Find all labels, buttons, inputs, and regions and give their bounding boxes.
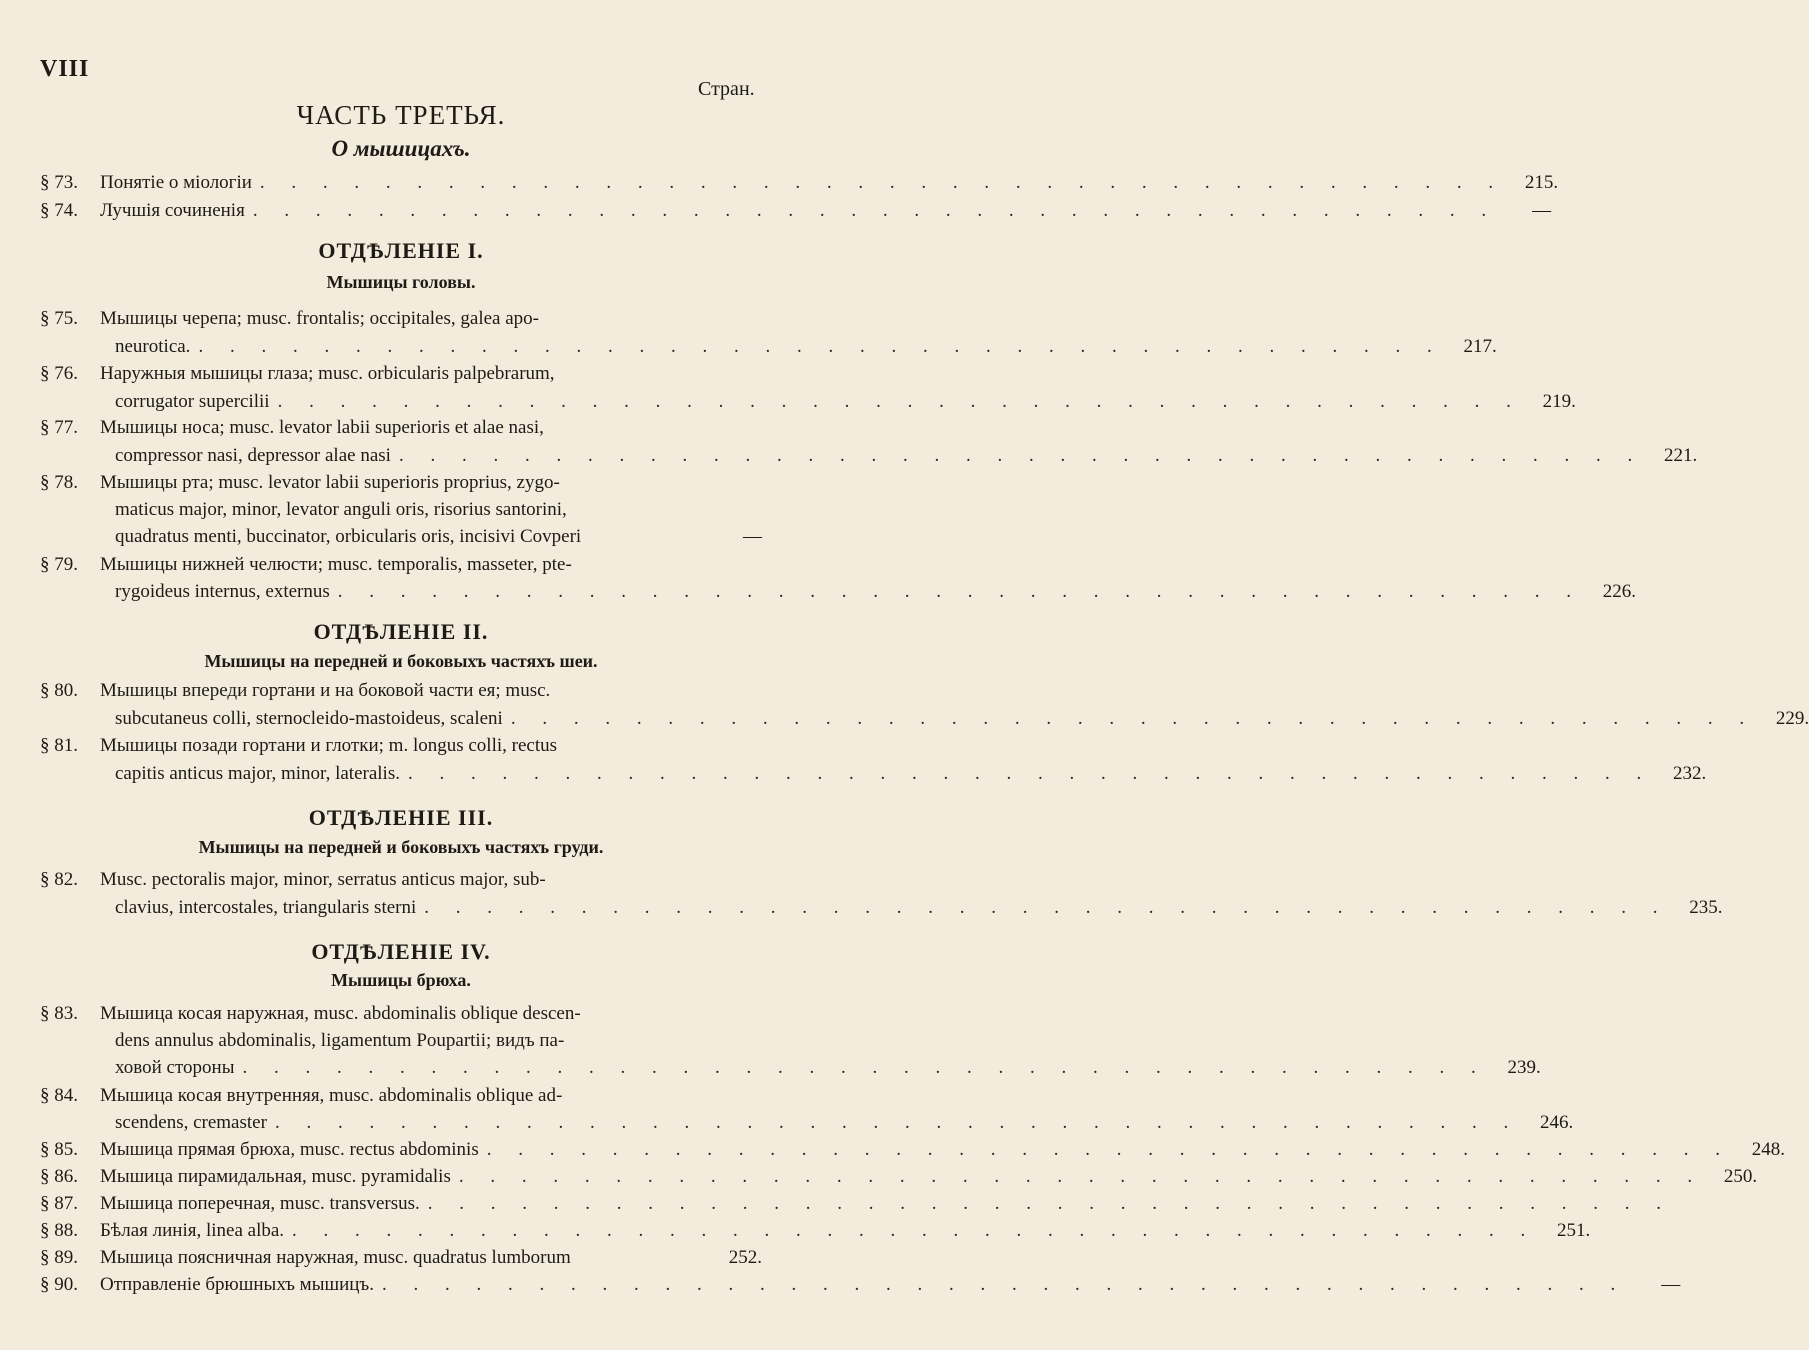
entry-number: § 90. [40,1274,78,1295]
toc-entry [40,1247,762,1275]
dot-leader: . . . . . . . . . . . . . . . . . . . . . . . . . . . . . . . . . . . . . . . . [510,708,1756,729]
entry-page: 226. [1602,581,1637,602]
dot-leader: . . . . . . . . . . . . . . . . . . . . . . . . . . . . . . . . . . . . . . . . [292,1220,1537,1241]
section-heading: ОТДѢЛЕНІЕ I. [318,238,484,263]
entry-number: § 89. [40,1247,78,1268]
dot-leader: . . . . . . . . . . . . . . . . . . . . . . . . . . . . . . . . . . . . . . . . [458,1166,1704,1187]
entry-title: rygoideus internus, externus [115,581,330,602]
entry-page: 248. [1751,1139,1785,1160]
toc-entry-continuation [115,1057,1541,1085]
page-column-header: Стран. [698,78,755,100]
entry-number: § 79. [40,554,78,575]
toc-entry [40,200,1552,228]
dot-leader: . . . . . . . . . . . . . . . . . . . . . . . . . . . . . . . . . . . . . . . . [382,1274,1627,1295]
toc-entry [40,308,762,336]
entry-number: § 76. [40,363,78,384]
toc-entry-continuation [115,763,1707,791]
entry-page: 221. [1663,445,1698,466]
entry-title: Мышица косая внутренняя, musc. abdominalis oblique ad- [100,1085,563,1106]
entry-number: § 74. [40,200,78,221]
toc-entry [40,554,762,582]
toc-entry [40,735,762,763]
part-subtitle: О мышицахъ. [331,136,471,161]
entry-title: corrugator supercilii [115,391,270,412]
entry-title: maticus major, minor, levator anguli oris, risorius santorini, [115,499,567,520]
entry-title: Отправленіе брюшныхъ мышицъ. [100,1274,374,1295]
entry-page: 232. [1672,763,1707,784]
toc-entry [40,472,762,500]
entry-page: 246. [1539,1112,1574,1133]
toc-entry [40,172,1559,200]
toc-entry-continuation [115,336,1497,364]
toc-entry-continuation [115,445,1698,473]
entry-number: § 77. [40,417,78,438]
toc-entry [40,1139,1785,1167]
entry-number: § 88. [40,1220,78,1241]
dot-leader: . . . . . . . . . . . . . . . . . . . . . . . . . . . . . . . . . . . . . . . . [407,763,1653,784]
entry-page: 215. [1524,172,1559,193]
entry-title: ховой стороны [115,1057,235,1078]
toc-entry-continuation [115,581,1637,609]
toc-entry [40,1274,1681,1302]
dot-leader: . . . . . . . . . . . . . . . . . . . . . . . . . . . . . . . . . . . . . . . . [198,336,1443,357]
dot-leader: . . . . . . . . . . . . . . . . . . . . . . . . . . . . . . . . . . . . . . . . [424,897,1669,918]
toc-entry [40,417,762,445]
entry-page: — [1532,200,1552,221]
toc-entry [40,869,762,897]
section-subheading: Мышицы на передней и боковыхъ частяхъ шеи. [204,651,598,671]
section-subheading: Мышицы на передней и боковыхъ частяхъ груди. [198,837,604,857]
entry-number: § 83. [40,1003,78,1024]
toc-entry [40,1085,762,1113]
toc-entry [40,1193,1673,1221]
entry-page: 250. [1723,1166,1758,1187]
entry-page: — [1661,1274,1681,1295]
entry-title: dens annulus abdominalis, ligamentum Poupartii; видъ па- [115,1030,565,1051]
entry-title: compressor nasi, depressor alae nasi [115,445,391,466]
toc-entry-continuation [115,1030,762,1058]
entry-page: 252. [728,1247,762,1268]
dot-leader: . . . . . . . . . . . . . . . . . . . . . . . . . . . . . . . . . . . . . . . . [486,1139,1731,1160]
toc-entry-continuation [115,897,1723,925]
entry-title: quadratus menti, buccinator, orbicularis oris, incisivi Covperi [115,526,582,547]
entry-number: § 81. [40,735,78,756]
entry-number: § 86. [40,1166,78,1187]
entry-number: § 75. [40,308,78,329]
part-title: ЧАСТЬ ТРЕТЬЯ. [296,100,506,130]
entry-title: Мышицы позади гортани и глотки; m. longus colli, rectus [100,735,558,756]
entry-title: Мышица прямая брюха, musc. rectus abdominis [100,1139,479,1160]
section-subheading: Мышицы головы. [326,272,476,292]
entry-title: scendens, cremaster [115,1112,267,1133]
section-heading: ОТДѢЛЕНІЕ III. [308,805,494,830]
entry-page: 217. [1463,336,1497,357]
dot-leader: . . . . . . . . . . . . . . . . . . . . . . . . . . . . . . . . . . . . . . . . [242,1057,1487,1078]
entry-title: Мышица косая наружная, musc. abdominalis oblique descen- [100,1003,581,1024]
entry-title: Понятіе о міологіи [100,172,252,193]
entry-title: clavius, intercostales, triangularis sterni [115,897,417,918]
entry-title: Musc. pectoralis major, minor, serratus anticus major, sub- [100,869,546,890]
entry-title: Мышицы черепа; musc. frontalis; occipitales, galea apo- [100,308,539,329]
entry-title: subcutaneus colli, sternocleido-mastoideus, scaleni [115,708,503,729]
toc-entry [40,1220,1591,1248]
entry-number: § 87. [40,1193,78,1214]
entry-title: Бѣлая линія, linea alba. [100,1220,285,1241]
entry-number: § 84. [40,1085,78,1106]
entry-title: Мышицы впереди гортани и на боковой части ея; musc. [100,680,551,701]
toc-entry-continuation [115,1112,1574,1140]
entry-number: § 80. [40,680,78,701]
entry-page: 235. [1689,897,1723,918]
dot-leader: . . . . . . . . . . . . . . . . . . . . . . . . . . . . . . . . . . . . . . . . [259,172,1505,193]
entry-title: Мышицы нижней челюсти; musc. temporalis, masseter, pte- [100,554,572,575]
section-subheading: Мышицы брюха. [331,970,471,990]
entry-page: — [743,526,762,547]
dot-leader: . . . . . . . . . . . . . . . . . . . . . . . . . . . . . . . . . . . . . . . . [337,581,1583,602]
entry-number: § 78. [40,472,78,493]
dot-leader: . . . . . . . . . . . . . . . . . . . . . . . . . . . . . . . . . . . . . . . . [427,1193,1673,1214]
page-number: VIII [40,56,90,82]
entry-page: 251. [1557,1220,1591,1241]
entry-title: Мышицы носа; musc. levator labii superioris et alae nasi, [100,417,544,438]
entry-title: neurotica. [115,336,191,357]
entry-title: Мышицы рта; musc. levator labii superioris proprius, zygo- [100,472,560,493]
entry-title: Лучшія сочиненія [100,200,245,221]
toc-entry [40,1003,762,1031]
entry-title: Наружныя мышицы глаза; musc. orbicularis palpebrarum, [100,363,555,384]
toc-entry [40,1166,1758,1194]
section-heading: ОТДѢЛЕНІЕ IV. [311,939,491,964]
dot-leader: . . . . . . . . . . . . . . . . . . . . . . . . . . . . . . . . . . . . . . . . [398,445,1644,466]
section-heading: ОТДѢЛЕНІЕ II. [313,619,489,644]
toc-entry [40,680,762,708]
entry-number: § 85. [40,1139,78,1160]
toc-entry-continuation [115,526,762,554]
entry-title: Мышица пирамидальная, musc. pyramidalis [100,1166,451,1187]
toc-entry [40,363,762,391]
entry-page: 239. [1507,1057,1541,1078]
dot-leader: . . . . . . . . . . . . . . . . . . . . . . . . . . . . . . . . . . . . . . . . [277,391,1522,412]
entry-number: § 82. [40,869,78,890]
entry-page: 229. [1775,708,1809,729]
toc-entry-continuation [115,708,1809,736]
entry-title: Мышица поперечная, musc. transversus. [100,1193,420,1214]
toc-entry-continuation [115,391,1576,419]
entry-page: 219. [1542,391,1576,412]
entry-number: § 73. [40,172,78,193]
dot-leader: . . . . . . . . . . . . . . . . . . . . . . . . . . . . . . . . . . . . . . . . [274,1112,1520,1133]
dot-leader: . . . . . . . . . . . . . . . . . . . . . . . . . . . . . . . . . . . . . . . . [252,200,1498,221]
entry-title: Мышица поясничная наружная, musc. quadratus lumborum [100,1247,571,1268]
toc-entry-continuation [115,499,762,527]
entry-title: capitis anticus major, minor, lateralis. [115,763,400,784]
